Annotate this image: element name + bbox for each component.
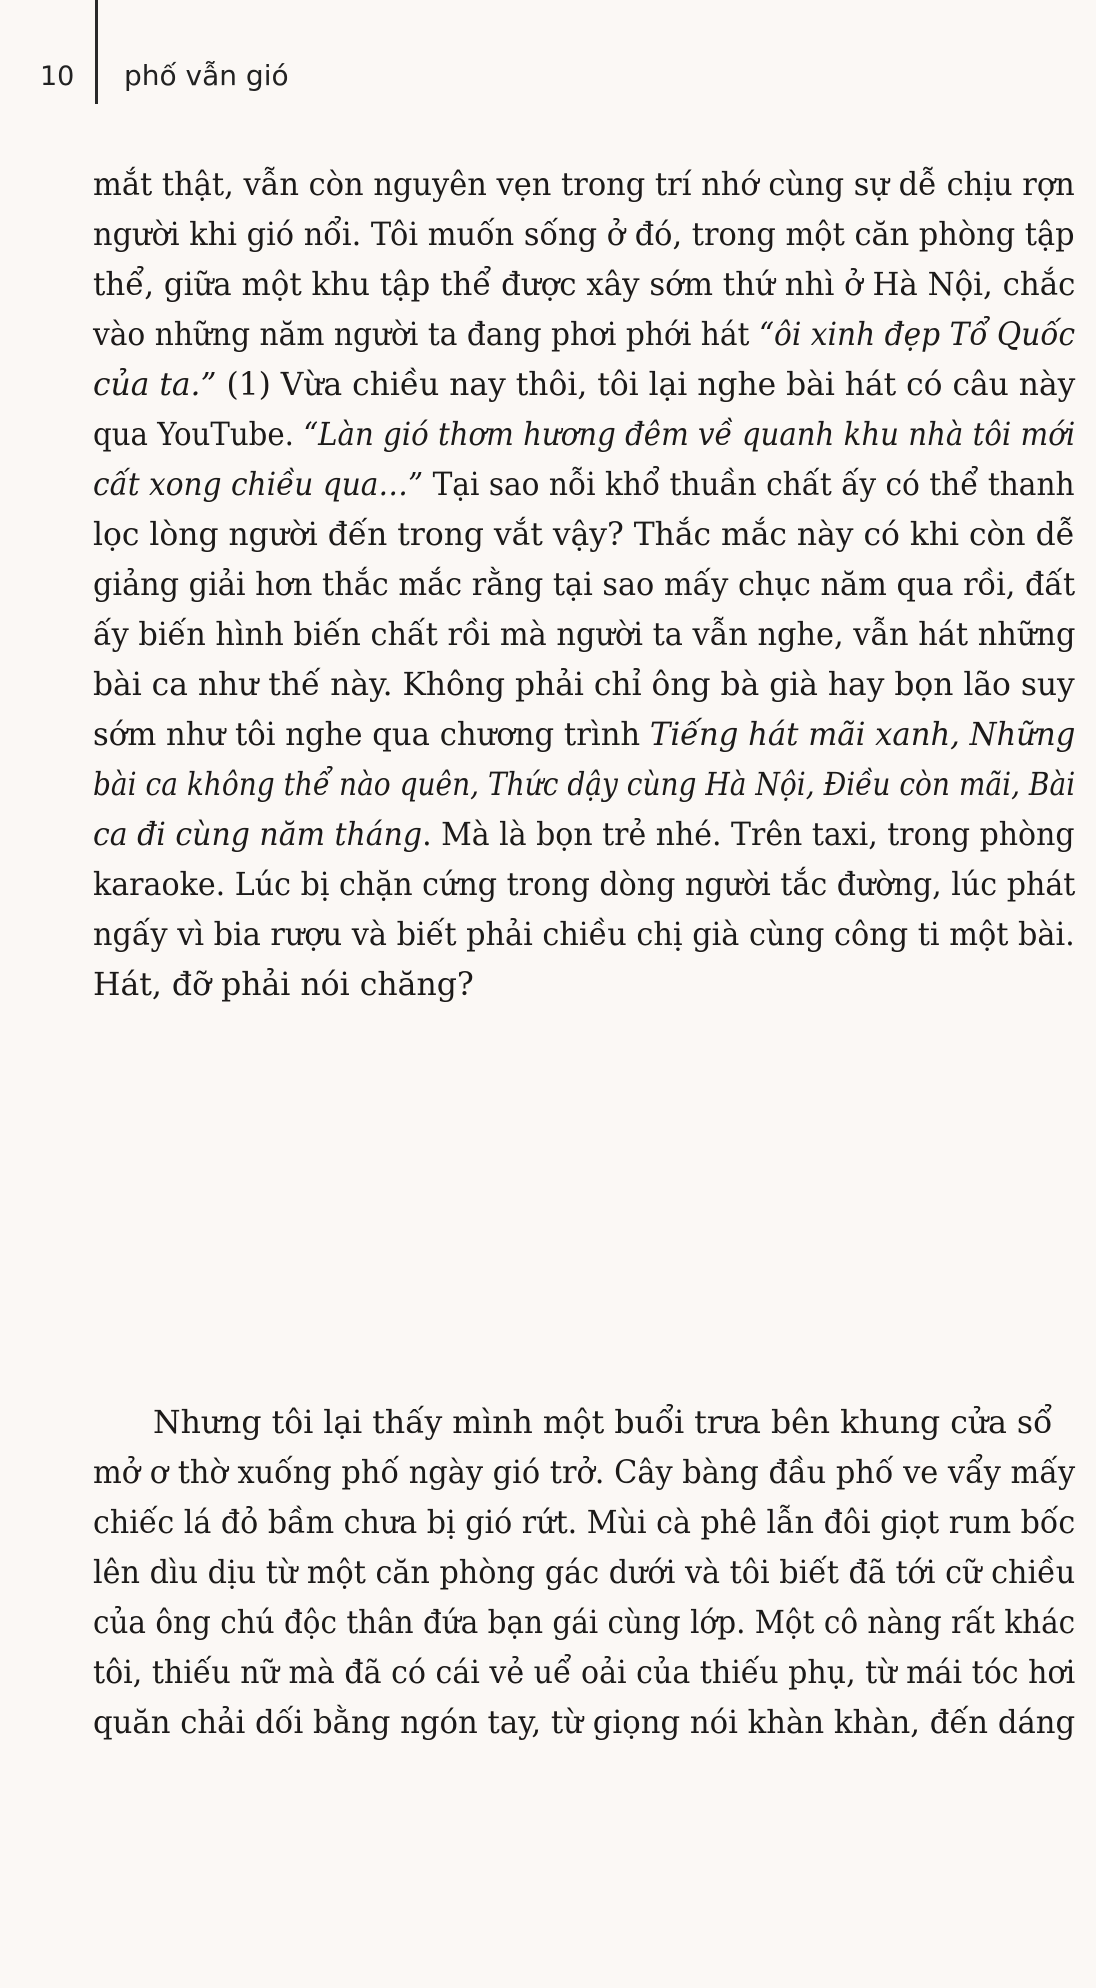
text-line: quăn chải dối bằng ngón tay, từ giọng nói khàn khàn, đến dáng (93, 1705, 1076, 1741)
text-line: Nhưng tôi lại thấy mình một buổi trưa bên khung cửa sổ (153, 1405, 1053, 1441)
text-line: tôi, thiếu nữ mà đã có cái vẻ uể oải của thiếu phụ, từ mái tóc hơi (93, 1655, 1076, 1691)
text-line: ca đi cùng năm tháng. Mà là bọn trẻ nhé. Trên taxi, trong phòng (93, 817, 1075, 853)
text-line: giảng giải hơn thắc mắc rằng tại sao mấy chục năm qua rồi, đất (93, 567, 1076, 603)
text-line: sớm như tôi nghe qua chương trình Tiếng hát mãi xanh, Những (93, 717, 1076, 753)
text-line: thể, giữa một khu tập thể được xây sớm thứ nhì ở Hà Nội, chắc (93, 267, 1076, 303)
text-line: mở ơ thờ xuống phố ngày gió trở. Cây bàng đầu phố ve vẩy mấy (93, 1455, 1076, 1491)
header-divider (95, 0, 98, 104)
text-line: chiếc lá đỏ bầm chưa bị gió rứt. Mùi cà phê lẫn đôi giọt rum bốc (93, 1505, 1076, 1541)
text-line: qua YouTube. “Làn gió thơm hương đêm về quanh khu nhà tôi mới (93, 417, 1076, 453)
song-lyric-quote: của ta.” (93, 367, 217, 403)
text-line: của ông chú độc thân đứa bạn gái cùng lớp. Một cô nàng rất khác (93, 1605, 1076, 1641)
text-line: người khi gió nổi. Tôi muốn sống ở đó, trong một căn phòng tập (93, 217, 1075, 253)
text-line: bài ca như thế này. Không phải chỉ ông bà già hay bọn lão suy (93, 667, 1075, 703)
paragraph-2 (93, 1398, 1075, 1748)
running-title: phố vẫn gió (124, 59, 289, 92)
text-line: Hát, đỡ phải nói chăng? (93, 967, 474, 1003)
text-line: ngấy vì bia rượu và biết phải chiều chị già cùng công ti một bài. (93, 917, 1075, 953)
text-line: ấy biến hình biến chất rồi mà người ta vẫn nghe, vẫn hát những (93, 617, 1076, 653)
program-title: Tiếng hát mãi xanh, Những (649, 717, 1076, 753)
text-line: cất xong chiều qua…” Tại sao nỗi khổ thuần chất ấy có thể thanh (93, 467, 1075, 503)
text-line (93, 760, 1076, 810)
text-line: lọc lòng người đến trong vắt vậy? Thắc mắc này có khi còn dễ (93, 517, 1075, 553)
program-title: bài ca không thể nào quên, Thức dậy cùng Hà Nội, Điều còn mãi, Bài (93, 767, 1076, 803)
text-line: lên dìu dịu từ một căn phòng gác dưới và tôi biết đã tới cữ chiều (93, 1555, 1076, 1591)
text-line: mắt thật, vẫn còn nguyên vẹn trong trí nhớ cùng sự dễ chịu rợn (93, 167, 1075, 203)
page-header (0, 0, 1096, 110)
text-line: vào những năm người ta đang phơi phới hát “ôi xinh đẹp Tổ Quốc (93, 317, 1076, 353)
song-lyric-quote: “ôi xinh đẹp Tổ Quốc (758, 317, 1076, 353)
page-number: 10 (40, 61, 75, 92)
paragraph-1 (93, 160, 1075, 1010)
song-lyric-quote: “Làn gió thơm hương đêm về quanh khu nhà tôi mới (303, 417, 1076, 453)
song-lyric-quote: cất xong chiều qua…” (93, 467, 424, 503)
text-line: karaoke. Lúc bị chặn cứng trong dòng người tắc đường, lúc phát (93, 867, 1076, 903)
text-line: của ta.” (1) Vừa chiều nay thôi, tôi lại nghe bài hát có câu này (93, 367, 1076, 403)
program-title: ca đi cùng năm tháng (93, 817, 423, 853)
